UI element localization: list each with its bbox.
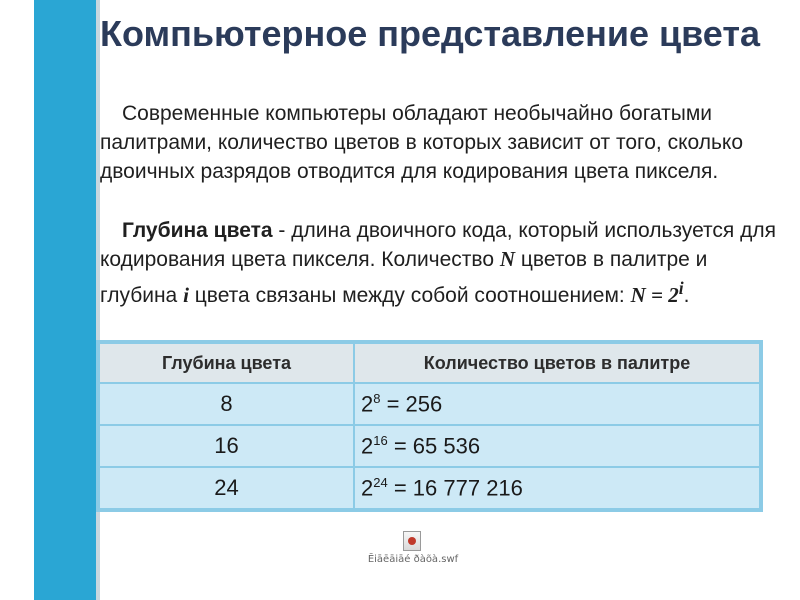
cell-depth: 8 (98, 383, 354, 425)
definition-text-c: цвета связаны между собой соотношением: (188, 284, 631, 307)
count-result: = 16 777 216 (387, 475, 523, 501)
table-row (98, 425, 761, 467)
count-base: 2 (361, 433, 374, 459)
definition-paragraph (100, 216, 780, 310)
table-row (98, 467, 761, 510)
side-accent-bar (34, 0, 96, 600)
cell-depth: 24 (98, 467, 354, 510)
count-exponent: 16 (373, 432, 388, 448)
cell-count (354, 467, 761, 510)
symbol-n: N (499, 247, 516, 271)
count-exponent: 8 (373, 390, 381, 406)
header-depth: Глубина цвета (98, 342, 354, 383)
symbol-i: i (183, 283, 189, 307)
formula-exponent: i (678, 278, 684, 298)
definition-text-b: цветов в палитре и глубина (100, 248, 708, 307)
table-row (98, 383, 761, 425)
count-exponent: 24 (373, 474, 388, 490)
count-base: 2 (361, 475, 374, 501)
count-result: = 256 (380, 391, 443, 417)
table-header-row (98, 342, 761, 383)
definition-end: . (683, 284, 690, 307)
color-depth-table (96, 340, 763, 512)
slide-title: Компьютерное представление цвета (100, 13, 761, 54)
term-color-depth: Глубина цвета (122, 219, 273, 242)
header-count: Количество цветов в палитре (354, 342, 761, 383)
intro-paragraph: Современные компьютеры обладают необычайно богатыми палитрами, количество цветов в которых зависит от того, сколько двоичных разрядов отводится для кодирования цвета пикселя. (100, 102, 744, 183)
cell-count (354, 425, 761, 467)
attachment-label[interactable]: Ēiāēāiāé ðàõà.swf (367, 554, 459, 565)
count-base: 2 (361, 391, 374, 417)
formula (630, 278, 684, 307)
count-result: = 65 536 (387, 433, 481, 459)
formula-lhs: N = 2 (630, 283, 679, 307)
cell-depth: 16 (98, 425, 354, 467)
definition-text-a: - длина двоичного кода, который используется для кодирования цвета пикселя. Количество (100, 219, 777, 271)
cell-count (354, 383, 761, 425)
flash-file-icon[interactable] (403, 531, 421, 551)
